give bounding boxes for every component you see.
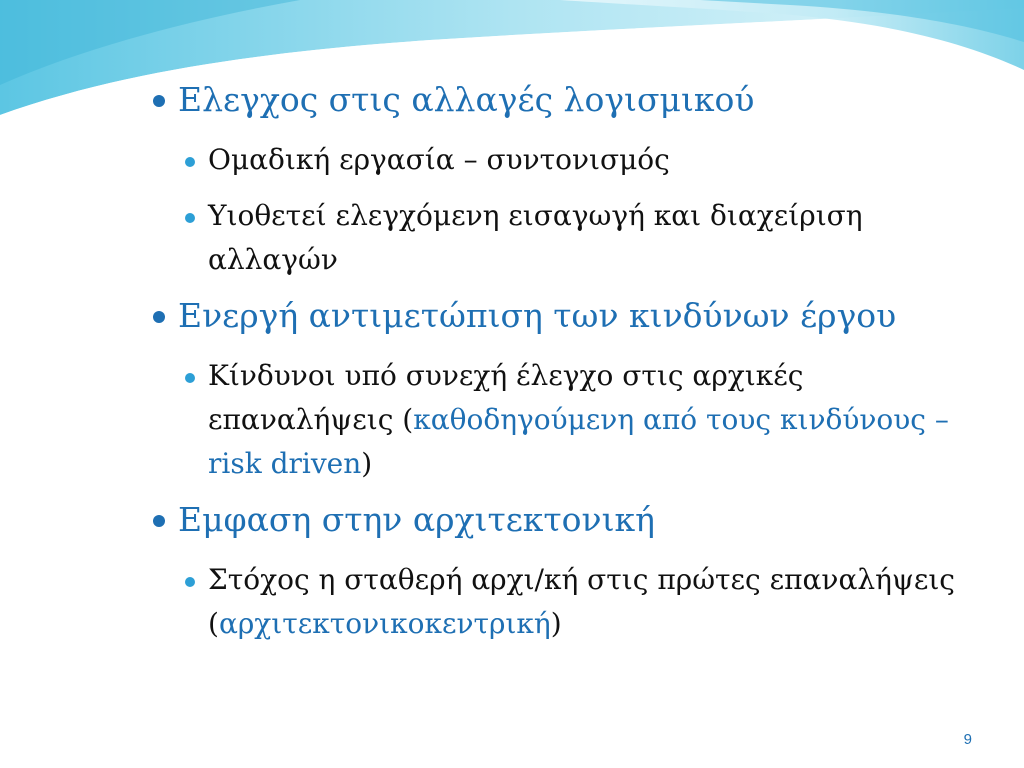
- bullet-dot: [153, 95, 165, 107]
- bullet-text-end: ): [361, 447, 373, 480]
- bullet-text: Υιοθετεί ελεγχόμενη εισαγωγή και διαχείριση αλλαγών: [208, 199, 863, 276]
- bullet-dot: [185, 213, 195, 223]
- bullet-dot: [153, 311, 165, 323]
- sub-bullet-teamwork: [148, 138, 978, 182]
- bullet-architecture: [148, 498, 978, 542]
- bullet-text-start: Στόχος η σταθερή αρχι/κή στις πρώτες επαναλήψεις (: [208, 563, 955, 640]
- bullet-text-highlight: αρχιτεκτονικοκεντρική: [218, 607, 551, 640]
- bullet-dot: [185, 157, 195, 167]
- bullet-text: Εμφαση στην αρχιτεκτονική: [178, 500, 655, 539]
- bullet-dot: [153, 515, 165, 527]
- bullet-text-end: ): [550, 607, 562, 640]
- page-number: 9: [963, 731, 972, 748]
- bullet-change-control: [148, 78, 978, 122]
- bullet-risk-management: [148, 294, 978, 338]
- sub-bullet-risk-driven: [148, 354, 978, 486]
- sub-bullet-controlled-changes: [148, 194, 978, 282]
- slide-body: [148, 78, 978, 658]
- bullet-text: Ομαδική εργασία – συντονισμός: [208, 143, 670, 176]
- bullet-text-highlight: καθοδηγούμενη από τους κινδύνους – risk driven: [208, 403, 949, 480]
- bullet-text: Ενεργή αντιμετώπιση των κινδύνων έργου: [178, 296, 897, 335]
- sub-bullet-architecture-centric: [148, 558, 978, 646]
- bullet-text: Ελεγχος στις αλλαγές λογισμικού: [178, 80, 755, 119]
- bullet-dot: [185, 373, 195, 383]
- bullet-dot: [185, 577, 195, 587]
- bullet-text-start: Κίνδυνοι υπό συνεχή έλεγχο στις αρχικές επαναλήψεις (: [208, 359, 804, 436]
